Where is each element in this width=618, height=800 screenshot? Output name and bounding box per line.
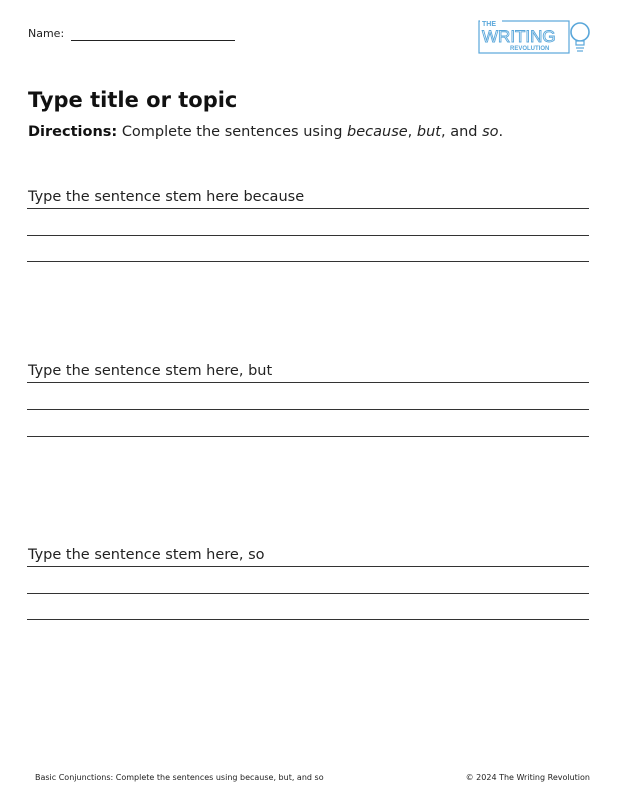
lightbulb-icon — [571, 23, 589, 51]
answer-line[interactable] — [27, 619, 589, 620]
name-input-line[interactable] — [71, 40, 235, 41]
directions-end: . — [498, 124, 504, 140]
sentence-stem-so: Type the sentence stem here, so — [28, 547, 265, 563]
directions-word-because: because — [347, 124, 408, 140]
logo — [478, 18, 594, 56]
directions-sep-1: , — [407, 124, 417, 140]
logo-the-text: THE — [482, 21, 496, 28]
directions-word-but: but — [416, 124, 441, 140]
answer-line[interactable] — [27, 409, 589, 410]
answer-line[interactable] — [27, 593, 589, 594]
answer-line[interactable] — [27, 261, 589, 262]
directions-label: Directions: — [28, 124, 118, 140]
directions-word-so: so — [482, 124, 499, 140]
logo-graphic — [478, 18, 594, 56]
page-title: Type title or topic — [28, 88, 238, 112]
directions-text: Complete the sentences using — [121, 124, 348, 140]
answer-line[interactable] — [27, 382, 589, 383]
logo-writing-text: WRITING — [482, 27, 556, 46]
footer-description: Basic Conjunctions: Complete the sentences using because, but, and so — [35, 773, 324, 782]
sentence-stem-because: Type the sentence stem here because — [28, 189, 305, 205]
answer-line[interactable] — [27, 208, 589, 209]
directions-sep-2: , and — [440, 124, 483, 140]
sentence-stem-but: Type the sentence stem here, but — [28, 363, 273, 379]
name-label: Name: — [28, 27, 65, 40]
directions — [28, 124, 503, 140]
logo-revolution-text: REVOLUTION — [510, 46, 550, 52]
answer-line[interactable] — [27, 436, 589, 437]
answer-line[interactable] — [27, 566, 589, 567]
footer-copyright: © 2024 The Writing Revolution — [465, 773, 590, 782]
answer-line[interactable] — [27, 235, 589, 236]
